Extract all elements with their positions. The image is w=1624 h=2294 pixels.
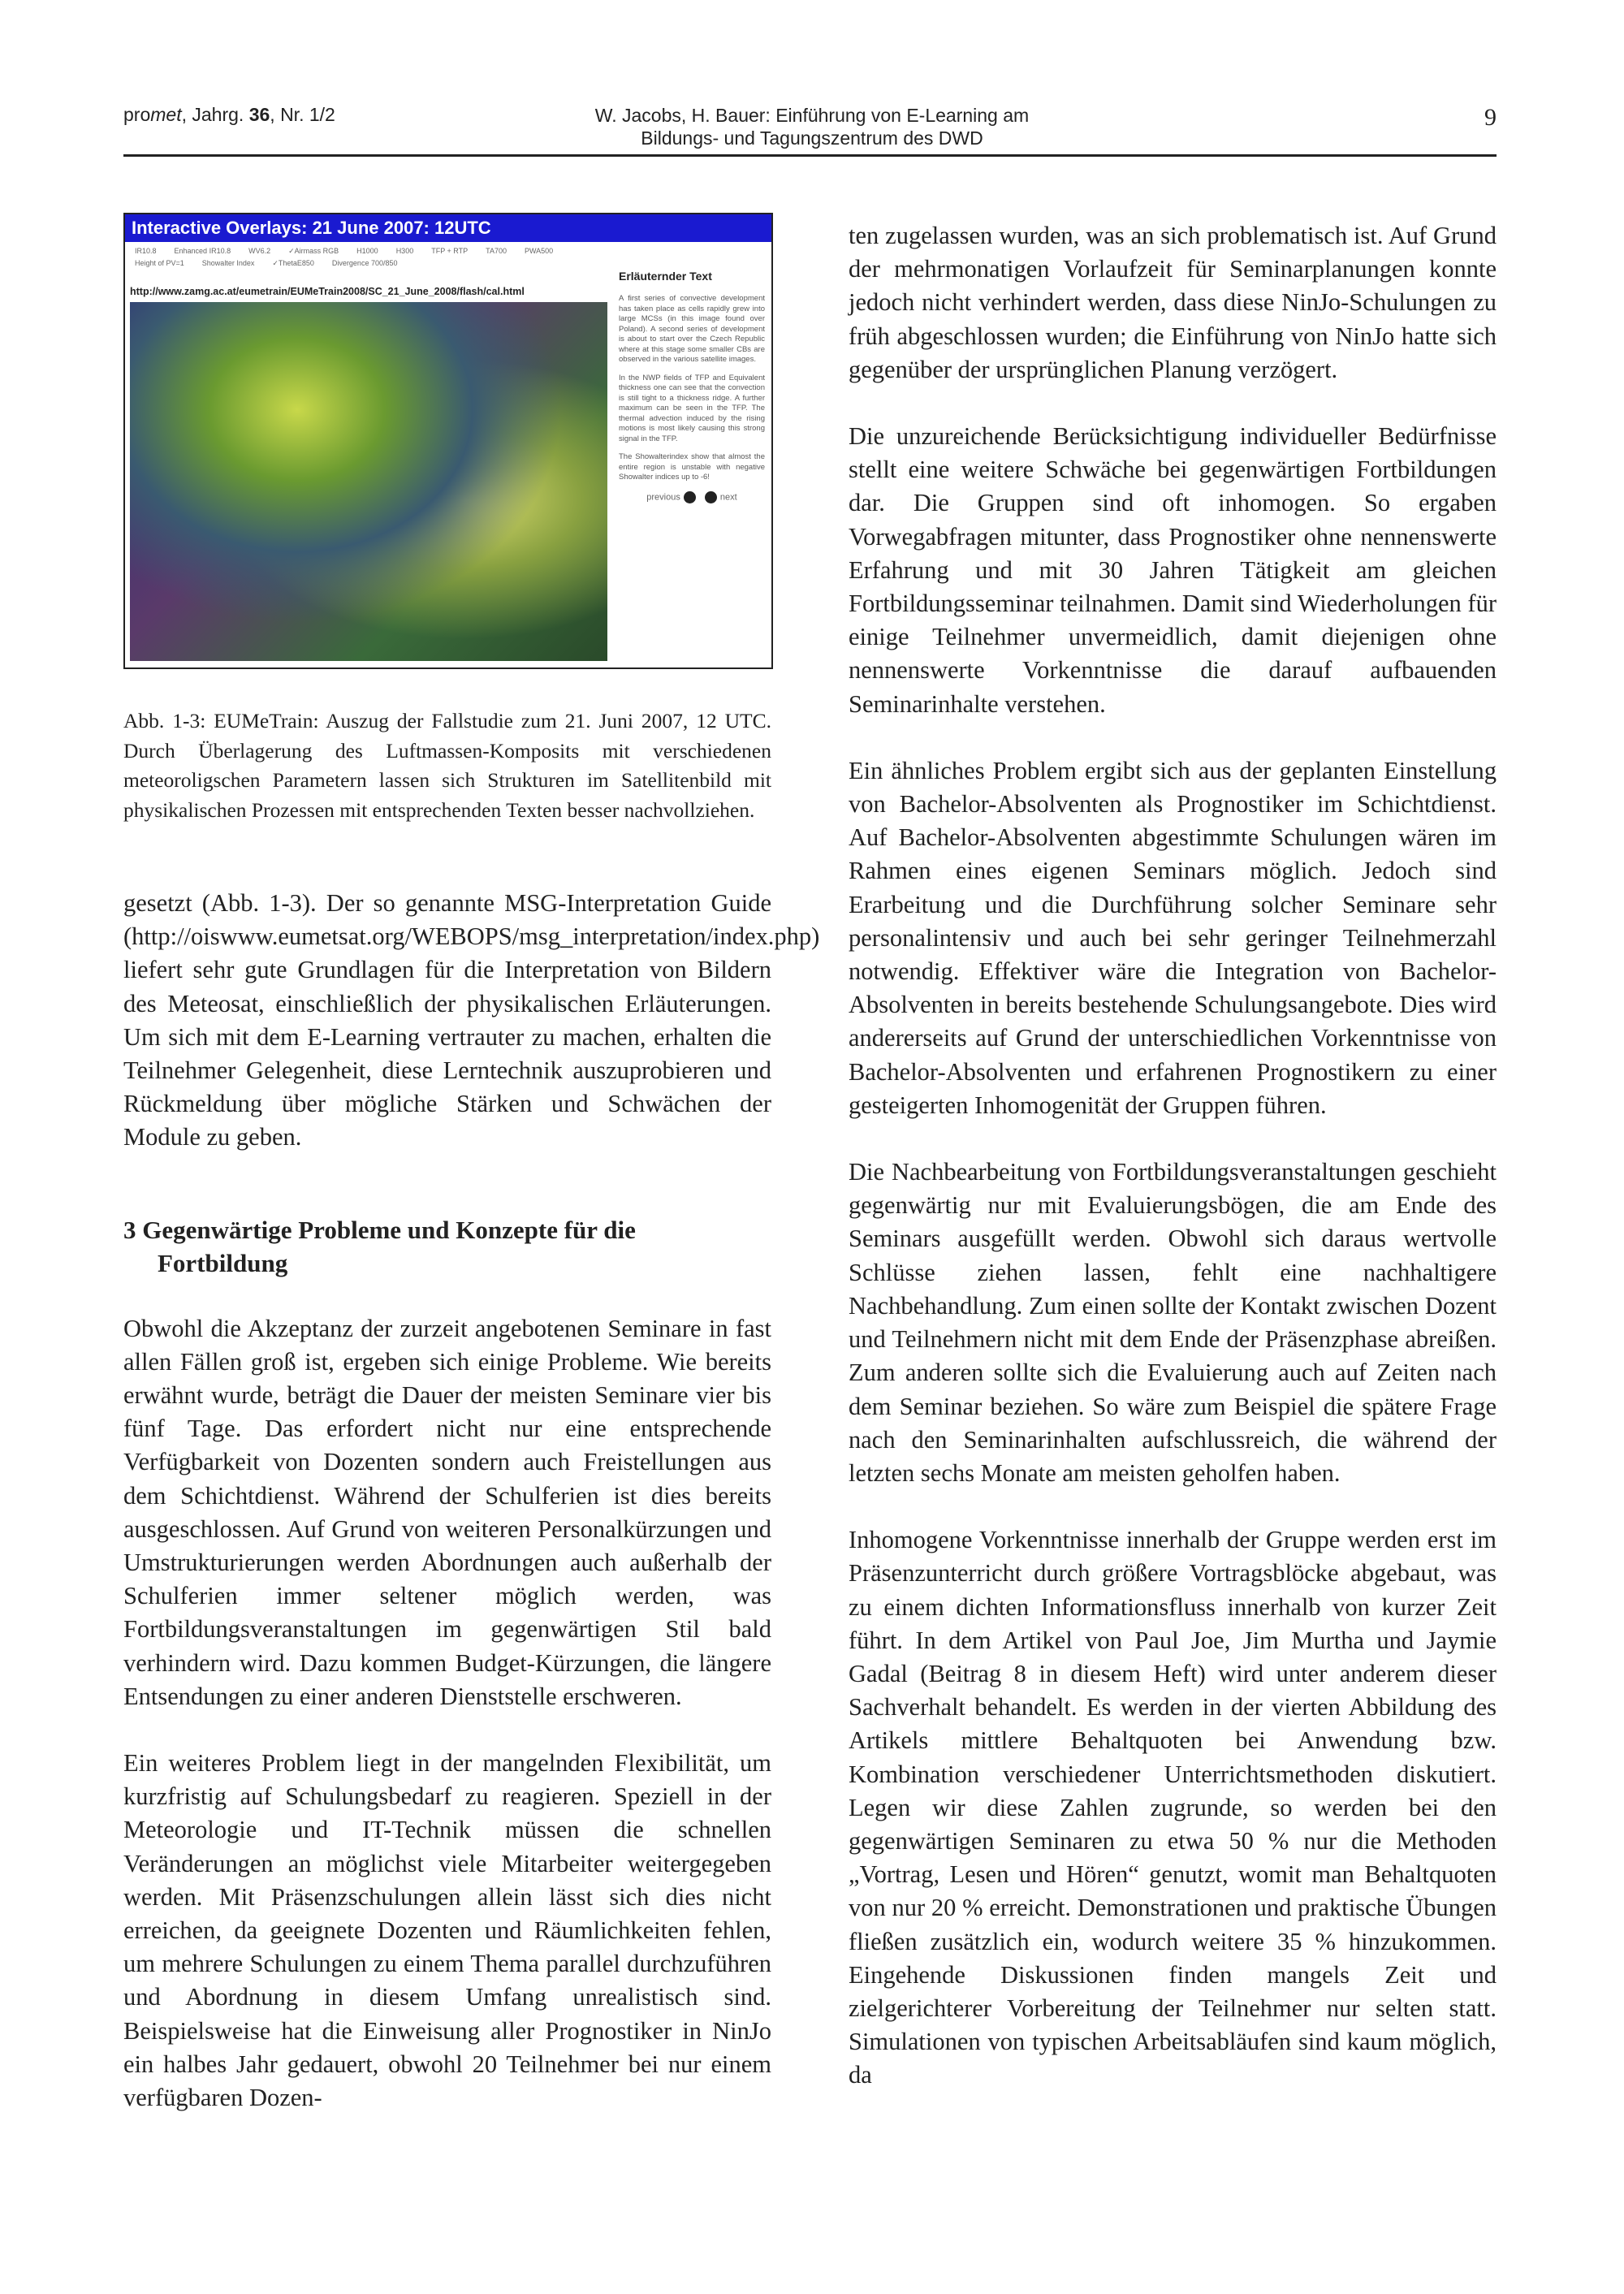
figure-url: http://www.zamg.ac.at/eumetrain/EUMeTrain2008/SC_21_June_2008/flash/cal.html: [130, 286, 525, 297]
paragraph: gesetzt (Abb. 1-3). Der so genannte MSG-Interpretation Guide (http://oiswww.eumetsat.org/WEBOPS/msg_interpretation/index.php) liefert sehr gute Grundlagen für die Interpretation von Bildern des Meteosat, einschließlich der physikalischen Erläuterungen. Um sich mit dem E-Learning vertrauter zu machen, erhalten die Teilnehmer Gelegenheit, diese Lerntechnik auszuprobieren und Rückmeldung über mögliche Stärken und Schwächen der Module zu geben.: [123, 889, 820, 1151]
satellite-image: [130, 302, 607, 661]
overlay-option: IR10.8: [135, 247, 157, 255]
previous-icon: [684, 491, 696, 503]
explanation-paragraph: The Showalterindex show that almost the entire region is unstable with negative Showalter indices up to -6!: [619, 452, 765, 482]
next-link: next: [719, 491, 737, 502]
issue-label: , Nr.: [270, 104, 309, 125]
page-number: 9: [1484, 104, 1497, 131]
overlay-option: H1000: [356, 247, 378, 255]
explanation-paragraph: In the NWP fields of TFP and Equivalent thickness one can see that the convection is still tight to a thickness ridge. A further maximum can be seen in the TFP. The thermal advection induced by the rising motions is most likely causing this strong signal in the TFP.: [619, 373, 765, 443]
overlay-option: TA700: [486, 247, 507, 255]
overlay-option: Height of PV=1: [135, 259, 184, 267]
figure-title-bar: Interactive Overlays: 21 June 2007: 12UTC: [125, 214, 771, 242]
journal-name: pro: [123, 104, 151, 125]
overlay-option: Divergence 700/850: [331, 259, 398, 267]
right-column: [849, 219, 1497, 2126]
year-label: , Jahrg.: [181, 104, 249, 125]
paragraph: Obwohl die Akzeptanz der zurzeit angebotenen Seminare in fast allen Fällen groß ist, ergeben sich einige Probleme. Wie bereits erwähnt wurde, beträgt die Dauer der meisten Seminare vier bis fünf Tage. Das erfordert nicht nur eine entsprechende Verfügbarkeit von Dozenten sondern auch Freistellungen aus dem Schichtdienst. Während der Schulferien ist dies bereits ausgeschlossen. Auf Grund von weiteren Personalkürzungen und Umstrukturierungen werden Abordnungen auch außerhalb der Schulferien immer seltener möglich werden, was Fortbildungsveranstaltungen im gegenwärtigen Stil bald verhindern wird. Dazu kommen Budget-Kürzungen, die längere Entsendungen zu einer anderen Dienststelle erschweren.: [123, 1314, 771, 1710]
overlay-option: Enhanced IR10.8: [174, 247, 231, 255]
explanation-title: Erläuternder Text: [619, 270, 712, 283]
paragraph: Die Nachbearbeitung von Fortbildungsveranstaltungen geschieht gegenwärtig nur mit Evaluierungsbögen, die am Ende des Seminars ausgefüllt werden. Obwohl sich daraus wertvolle Schlüsse ziehen lassen, fehlt eine nachhaltigere Nachbehandlung. Zum einen sollte der Kontakt zwischen Dozent und Teilnehmern nicht mit dem Ende der Präsenzphase abreißen. Zum anderen sollte sich die Evaluierung auch auf Zeiten nach dem Seminar beziehen. So wäre zum Beispiel die spätere Frage nach den Seminarinhalten aufschlussreich, die während der letzten sechs Monate am meisten geholfen haben.: [849, 1158, 1497, 1487]
running-title-line1: W. Jacobs, H. Bauer: Einführung von E-Learning am: [594, 105, 1030, 126]
overlay-option: PWA500: [525, 247, 554, 255]
left-column: [123, 887, 820, 2148]
paragraph: Ein ähnliches Problem ergibt sich aus der geplanten Einstellung von Bachelor-Absolventen als Prognostiker im Schichtdienst. Auf Bachelor-Absolventen abgestimmte Schulungen wären im Rahmen eines eigenen Seminars möglich. Jedoch sind Erarbeitung und die Durchführung solcher Seminare sehr personalintensiv und auch bei sehr geringer Teilnehmerzahl notwendig. Effektiver wäre die Integration von Bachelor-Absolventen in bereits bestehende Schulungsangebote. Dies wird andererseits auf Grund der unterschiedlichen Vorkenntnisse von Bachelor-Absolventen und erfahrenen Prognostikern zu einer gesteigerten Inhomogenität der Gruppen führen.: [849, 756, 1497, 1119]
overlay-option: ✓Airmass RGB: [288, 247, 339, 255]
paragraph: Ein weiteres Problem liegt in der mangelnden Flexibilität, um kurzfristig auf Schulungsbedarf zu reagieren. Speziell in der Meteorologie und IT-Technik müssen die schnellen Veränderungen an möglichst viele Mitarbeiter weitergegeben werden. Mit Präsenzschulungen allein lässt sich dies nicht erreichen, da geeignete Dozenten und Räumlichkeiten fehlen, um mehrere Schulungen zu einem Thema parallel durchzuführen und Abordnung in diesem Umfang unrealistisch sind. Beispielsweise hat die Einweisung aller Prognostiker in NinJo ein halbes Jahr gedauert, obwohl 20 Teilnehmer bei nur einem verfügbaren Dozen-: [123, 1749, 771, 2112]
header-rule: [123, 154, 1497, 157]
issue: 1/2: [309, 104, 335, 125]
paragraph: Die unzureichende Berücksichtigung individueller Bedürfnisse stellt eine weitere Schwäche bei gegenwärtigen Fortbildungen dar. Die Gruppen sind oft inhomogen. So ergaben Vorwegabfragen mitunter, dass Prognostiker ohne nennenswerte Erfahrung und mit 30 Jahren Tätigkeit am gleichen Fortbildungsseminar teilnahmen. Damit sind Wiederholungen für einige Teilnehmer unvermeidlich, damit diejenigen ohne nennenswerte Vorkenntnisse die darauf aufbauenden Seminarinhalte verstehen.: [849, 422, 1497, 718]
section-heading: 3 Gegenwärtige Probleme und Konzepte für die Fortbildung: [123, 1215, 636, 1277]
overlay-option: Showalter Index: [201, 259, 255, 267]
figure-caption: Abb. 1-3: EUMeTrain: Auszug der Fallstudie zum 21. Juni 2007, 12 UTC. Durch Überlagerung des Luftmassen-Komposits mit verschiedenen meteoroligschen Parametern lassen sich Strukturen im Satellitenbild mit physikalischen Prozessen mit entsprechenden Texten besser nachvollziehen.: [123, 709, 771, 822]
volume: 36: [248, 104, 270, 125]
journal-reference: [123, 104, 335, 126]
previous-link: previous: [646, 491, 680, 502]
overlay-options: [125, 242, 599, 273]
figure-screenshot: [123, 213, 773, 669]
paragraph: Inhomogene Vorkenntnisse innerhalb der Gruppe werden erst im Präsenzunterricht durch größere Vortragsblöcke abgebaut, was zu einem dichten Informationsfluss innerhalb von kurzer Zeit führt. In dem Artikel von Paul Joe, Jim Murtha und Jaymie Gadal (Beitrag 8 in diesem Heft) wird unter anderem dieser Sachverhalt behandelt. Es werden in der vierten Abbildung des Artikels mittlere Behaltquoten bei Anwendung bzw. Kombination verschiedener Unterrichtsmethoden diskutiert. Legen wir diese Zahlen zugrunde, so werden bei den gegenwärtigen Seminaren zu etwa 50 % nur die Methoden „Vortrag, Lesen und Hören“ genutzt, womit man Behaltquoten von nur 20 % erreicht. Demonstrationen und praktische Übungen fließen zusätzlich ein, wodurch weitere 35 % hinzukommen. Eingehende Diskussionen finden mangels Zeit und zielgerichterer Vorbereitung der Teilnehmer nur selten statt. Simulationen von typischen Arbeitsabläufen sind kaum möglich, da: [849, 1526, 1497, 2089]
explanation-paragraph: A first series of convective development has taken place as cells rapidly grew into large MCSs (in this image found over Poland). A second series of development is about to start over the Czech Republic where at this stage some smaller CBs are observed in the various satellite images.: [619, 294, 765, 364]
journal-name-italic: met: [150, 104, 182, 125]
overlay-option: H300: [395, 247, 414, 255]
paragraph: ten zugelassen wurden, was an sich problematisch ist. Auf Grund der mehrmonatigen Vorlaufzeit für Seminarplanungen konnte jedoch nicht verhindert werden, dass diese NinJo-Schulungen zu früh abgeschlossen wurden; die Einführung von NinJo hatte sich gegenüber der ursprünglichen Planung verzögert.: [849, 222, 1497, 383]
running-title: [455, 104, 1169, 149]
overlay-option: WV6.2: [248, 247, 271, 255]
figure-nav: [619, 491, 765, 503]
next-icon: [705, 491, 717, 503]
overlay-option: ✓ThetaE850: [272, 259, 314, 267]
explanation-panel: [619, 270, 765, 503]
overlay-option: TFP + RTP: [431, 247, 469, 255]
running-title-line2: Bildungs- und Tagungszentrum des DWD: [641, 127, 983, 149]
